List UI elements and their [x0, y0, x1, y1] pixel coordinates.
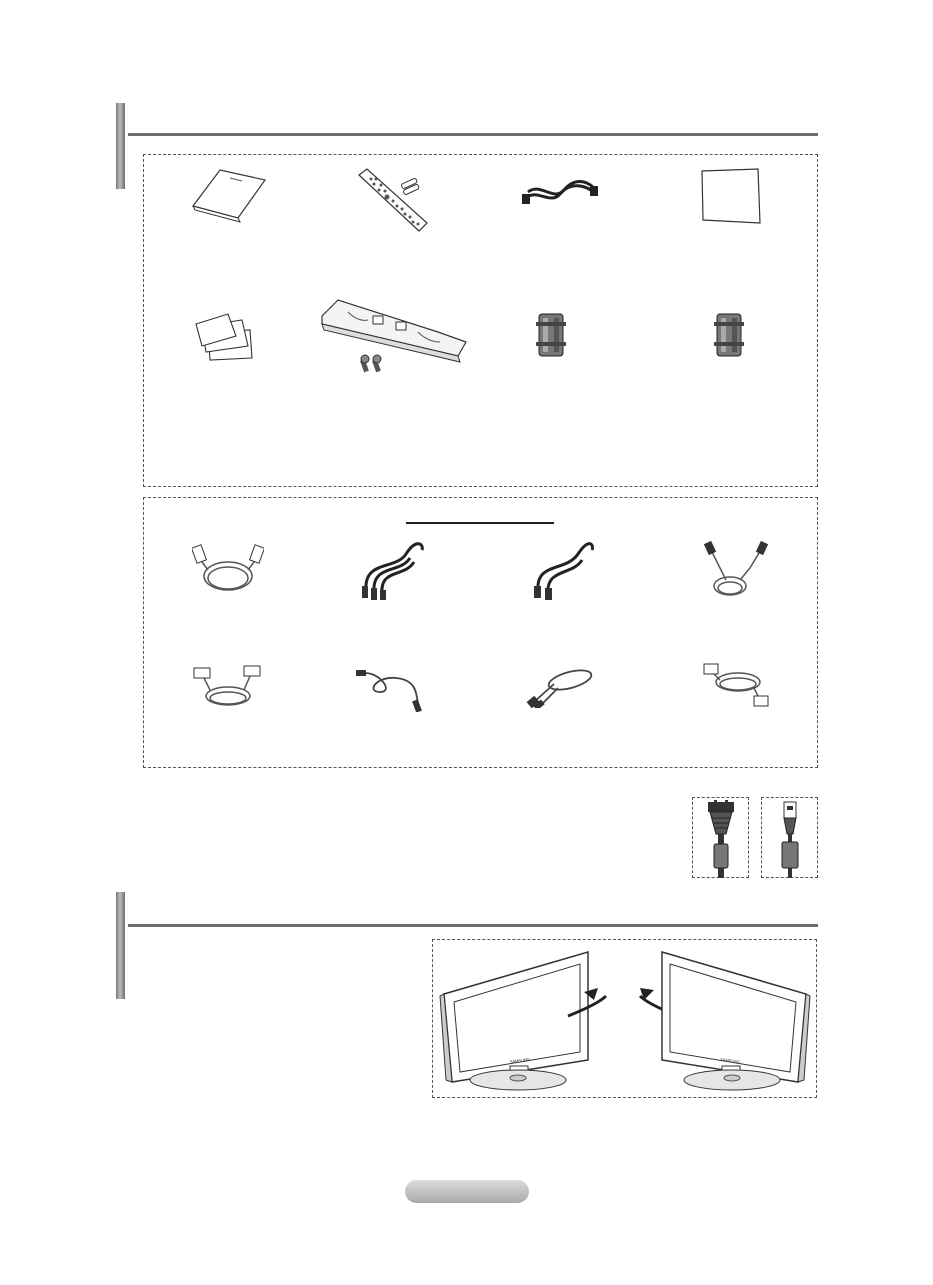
section-rule-swivel — [128, 924, 818, 927]
tv-brand-left: SAMSUNG — [509, 1056, 531, 1065]
warranty-cards-icon — [194, 312, 256, 362]
section-marker-accessories — [116, 103, 125, 189]
scart-cable-icon — [192, 662, 264, 710]
antenna-cable-icon — [192, 540, 264, 598]
tv-brand-right: SAMSUNG — [719, 1056, 741, 1065]
stand-base-icon — [318, 296, 468, 376]
audio-cable-icon — [526, 540, 598, 600]
cable-ferrite-icon — [776, 800, 806, 878]
optional-accessories-box — [143, 497, 818, 768]
section-marker-swivel — [116, 892, 125, 999]
pc-cable-icon — [700, 662, 772, 710]
pc-audio-cable-icon — [356, 662, 428, 712]
component-cable-icon — [356, 540, 428, 600]
ferrite-core-icon-1 — [536, 312, 566, 358]
hdmi-cable-icon — [526, 662, 598, 708]
ferrite-core-icon-2 — [714, 312, 744, 358]
section-rule-accessories — [128, 133, 818, 136]
power-cord-ferrite-icon — [704, 800, 738, 878]
remote-control-icon — [355, 165, 435, 240]
tv-swivel-icon — [438, 944, 812, 1094]
s-video-cable-icon — [700, 540, 772, 602]
page-number-badge — [405, 1180, 529, 1203]
power-cord-icon — [520, 178, 600, 208]
owners-manual-icon — [190, 168, 270, 223]
cleaning-cloth-icon — [700, 168, 762, 226]
optional-heading-underline — [406, 522, 554, 524]
